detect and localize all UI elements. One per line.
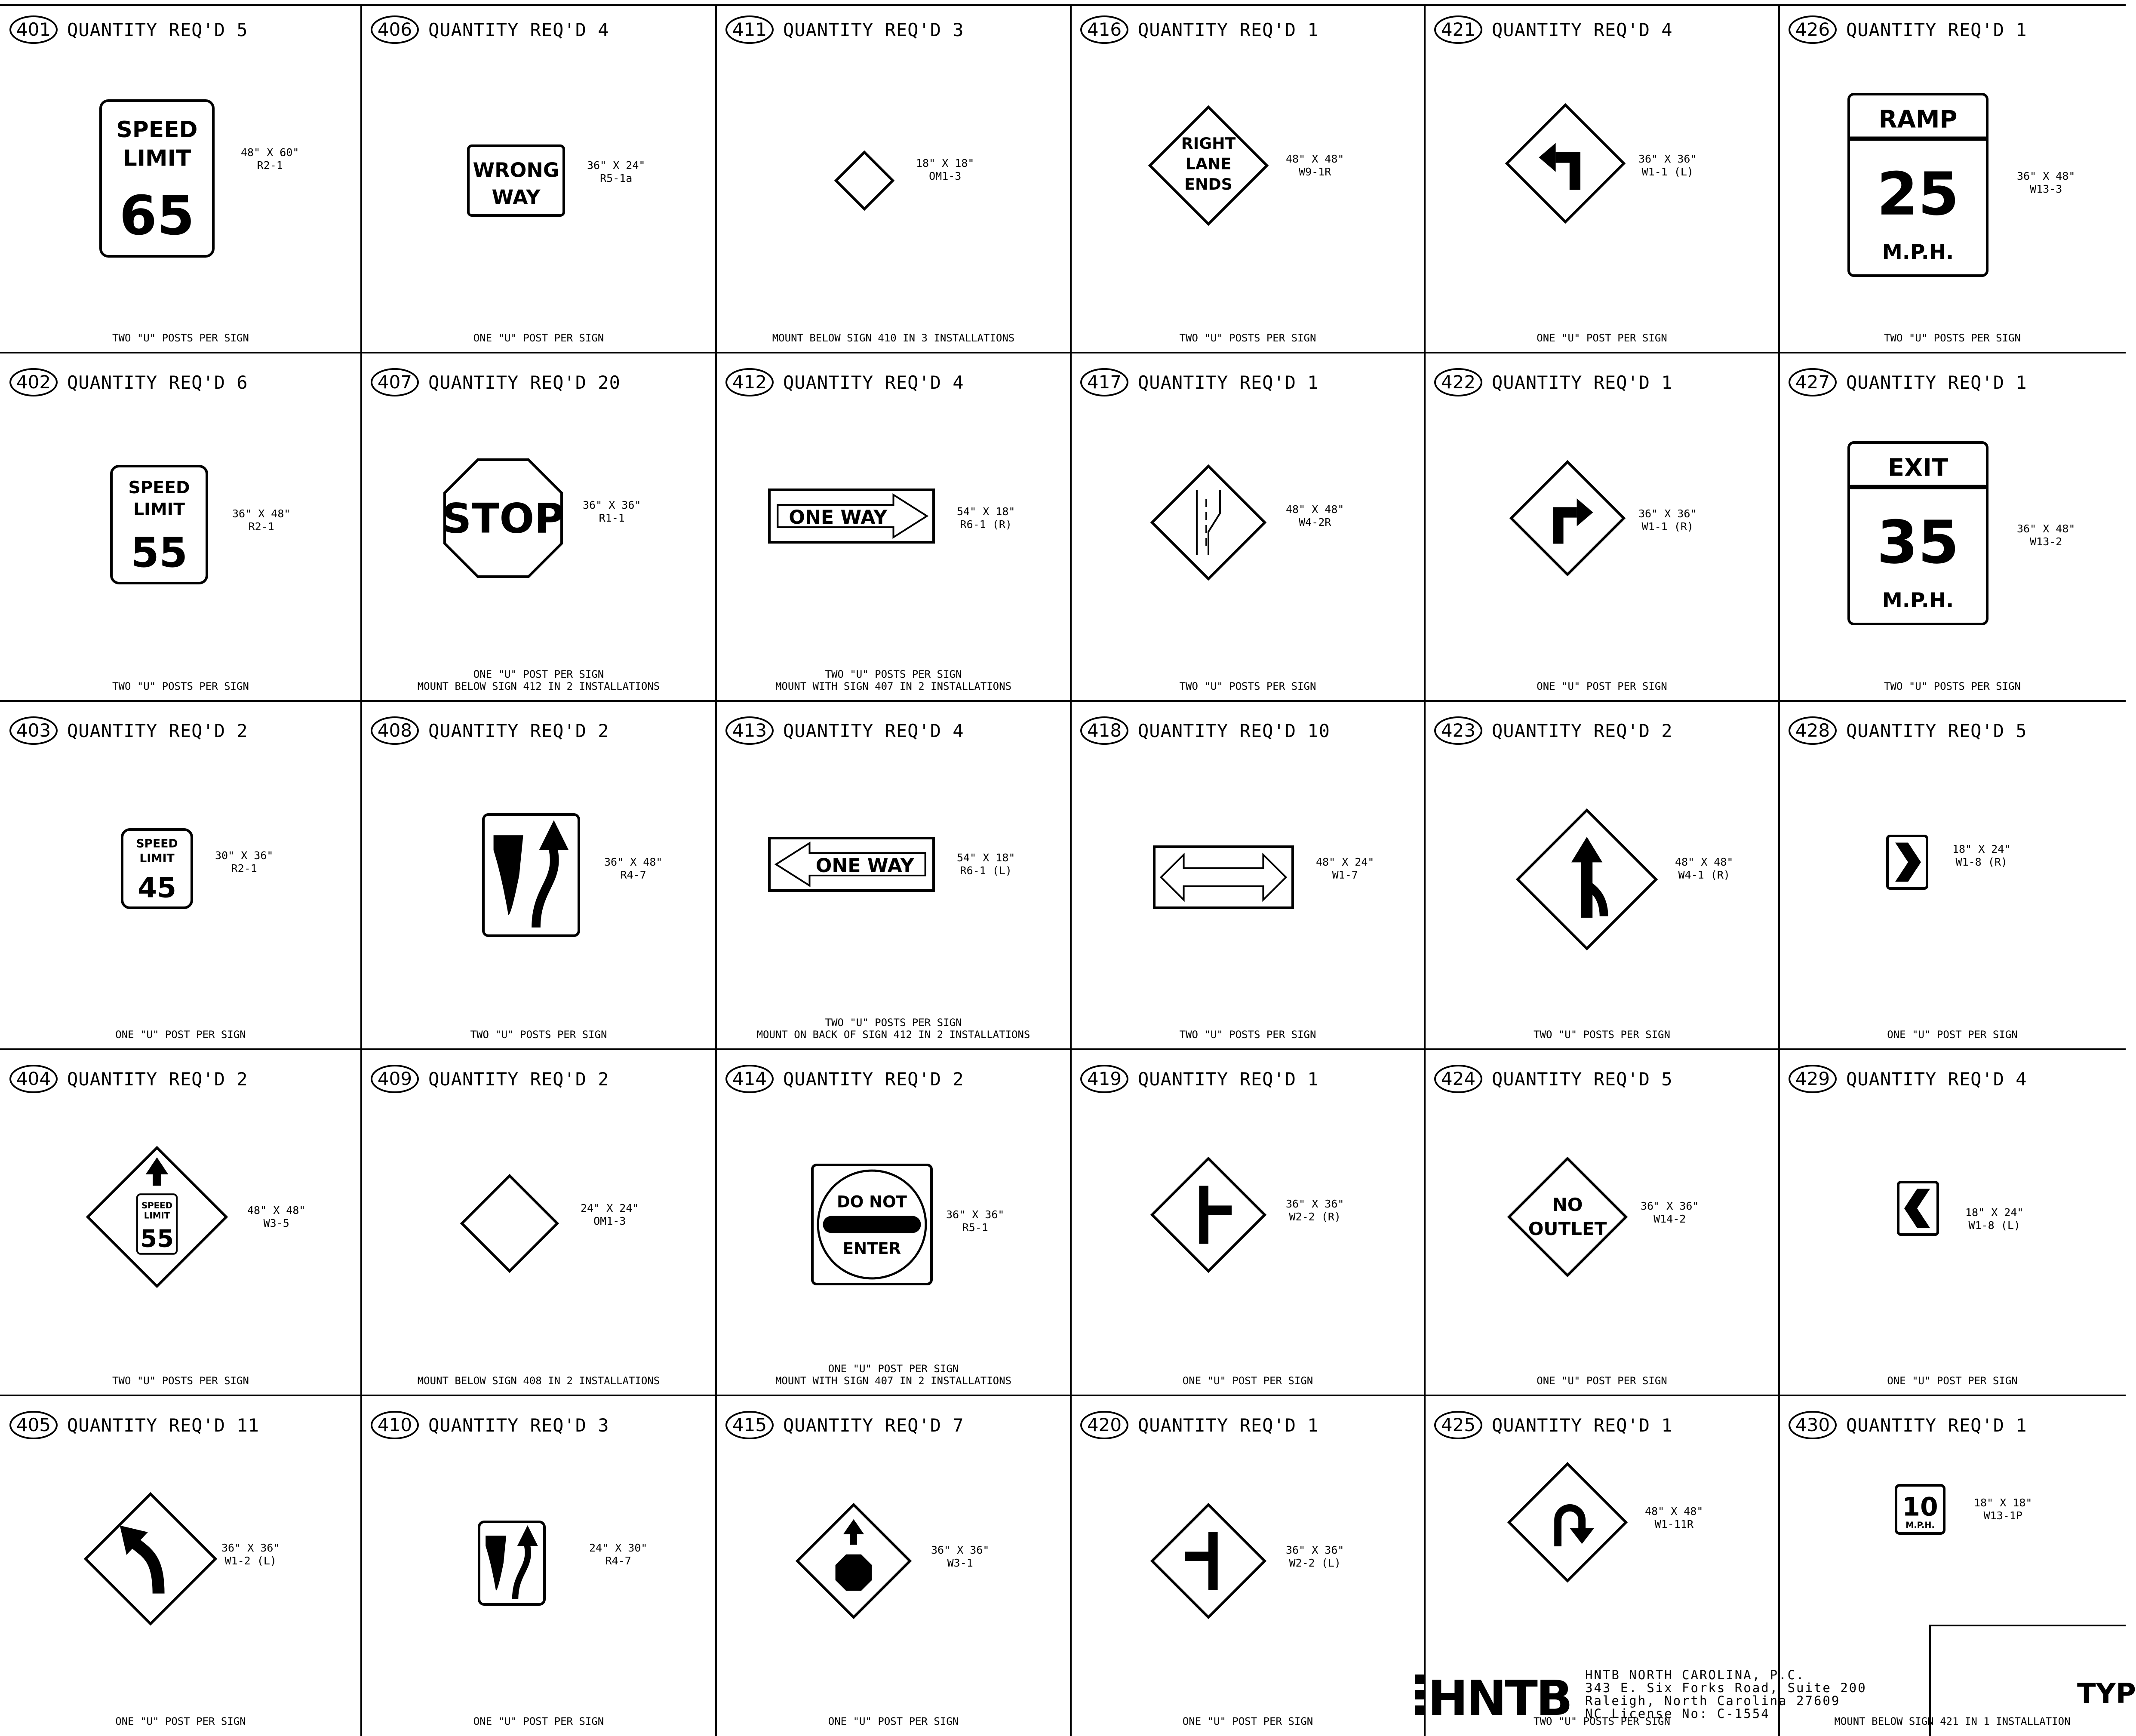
sign-panel [479,1522,544,1604]
mounting-note: ONE "U" POST PER SIGN [1537,680,1667,692]
sign-code: W1-8 (L) [1968,1219,2020,1232]
sign-code: W2-2 (R) [1289,1211,1341,1223]
quantity-label: QUANTITY REQ'D 1 [1138,1068,1319,1090]
mounting-note: MOUNT BELOW SIGN 421 IN 1 INSTALLATION [1834,1715,2071,1727]
sign-text-speed-value: 45 [138,872,176,904]
warning-diamond [1511,462,1624,575]
sign-graphic-marker-small [834,151,894,211]
sign-cell-429 [1779,1054,2126,1395]
sign-graphic-lane-ends [1148,105,1269,226]
sign-text-advisory-speed: 25 [1877,160,1959,229]
cell-header [1789,716,2027,746]
mounting-note: ONE "U" POST PER SIGN [1182,1715,1313,1727]
sign-graphic-marker [460,1174,559,1273]
cell-header [9,716,248,746]
cell-header [1080,15,1319,45]
quantity-label: QUANTITY REQ'D 2 [428,720,609,741]
sign-number: 413 [725,716,774,745]
quantity-label: QUANTITY REQ'D 1 [1846,372,2027,393]
quantity-label: QUANTITY REQ'D 7 [783,1414,964,1436]
sign-number: 408 [371,716,419,745]
quantity-label: QUANTITY REQ'D 10 [1138,720,1330,741]
sign-size: 48" X 48" [1675,856,1733,868]
sign-size: 36" X 24" [587,159,645,172]
sign-text-speed-value: 65 [119,184,195,247]
sign-code: R6-1 (L) [960,864,1012,877]
sign-spec [957,505,1015,531]
sign-code: OM1-3 [593,1215,626,1227]
mounting-note: TWO "U" POSTS PER SIGN [112,1375,249,1387]
sign-spec [215,849,273,875]
sign-graphic-chevron-left [1896,1180,1939,1236]
sign-number: 422 [1434,368,1482,396]
sign-text-speed-value: 10 [1902,1492,1938,1522]
sign-text-speed: SPEED [141,1201,173,1211]
mounting-note: ONE "U" POST PER SIGN [1537,1375,1667,1387]
do-not-enter-bar [823,1216,921,1233]
cell-header [725,15,964,45]
mounting-note: TWO "U" POSTS PER SIGN [1534,1715,1670,1727]
sign-graphic-chevron-right [1886,834,1929,890]
cell-header [725,716,964,746]
mounting-note: ONE "U" POST PER SIGN MOUNT WITH SIGN 407 IN 2 INSTALLATIONS [775,1363,1012,1387]
sign-graphic-turn-right [1509,460,1626,576]
sign-code: R4-7 [620,869,646,881]
sign-text-limit: LIMIT [144,1211,170,1221]
sign-size: 48" X 48" [247,1204,306,1217]
sign-code: W3-5 [263,1217,289,1229]
quantity-label: QUANTITY REQ'D 4 [783,720,964,741]
cell-header [1434,367,1673,397]
sign-size: 36" X 48" [2017,170,2075,182]
quantity-label: QUANTITY REQ'D 2 [1492,720,1673,741]
sign-code: W3-1 [947,1557,973,1569]
sign-text-no: NO [1552,1194,1583,1215]
mounting-note: ONE "U" POST PER SIGN [473,332,604,344]
sign-spec [221,1542,280,1567]
sign-spec [241,146,299,172]
sign-size: 36" X 36" [946,1208,1005,1221]
sign-text-advisory-speed: 35 [1877,508,1959,577]
sign-size: 36" X 48" [2017,522,2075,535]
sign-code: W14-2 [1653,1213,1686,1225]
hntb-logo [1415,1668,1578,1727]
sign-number: 420 [1080,1411,1128,1439]
sign-size: 54" X 18" [957,505,1015,518]
sign-graphic-keep-right-small [477,1520,546,1606]
quantity-label: QUANTITY REQ'D 5 [67,19,248,40]
sign-graphic-lane-reduction [1150,464,1266,581]
sign-graphic-speed [120,828,194,909]
sign-code: W1-11R [1654,1518,1693,1530]
warning-diamond [1509,1158,1626,1275]
cell-header [9,1410,259,1440]
sign-size: 36" X 36" [1641,1200,1699,1212]
sign-spec [1645,1505,1703,1531]
cell-header [725,367,964,397]
cell-header [1789,15,2027,45]
sign-graphic-do-not-enter [811,1163,933,1286]
mounting-note: TWO "U" POSTS PER SIGN [1179,332,1316,344]
sign-spec [581,1202,639,1228]
sign-text-limit: LIMIT [139,851,175,865]
mounting-note: ONE "U" POST PER SIGN [828,1715,959,1727]
side-road-icon [1185,1552,1208,1561]
mounting-note: ONE "U" POST PER SIGN [1887,1029,2018,1041]
sign-code: W2-2 (L) [1289,1557,1341,1569]
sign-panel [483,814,579,936]
sign-number: 409 [371,1065,419,1093]
sign-code: OM1-3 [929,170,962,182]
sign-text-route: RAMP [1878,105,1958,134]
mounting-note: ONE "U" POST PER SIGN [473,1715,604,1727]
sign-text-lane: LANE [1185,154,1232,173]
sign-spec [1952,843,2010,869]
sign-spec [1286,153,1344,178]
sign-code: R4-7 [605,1555,631,1567]
cell-header [1434,1064,1673,1094]
cell-header [371,1410,609,1440]
sign-number: 410 [371,1411,419,1439]
side-road-icon [1208,1205,1232,1215]
sign-spec [1286,1198,1344,1223]
sign-spec [1286,1544,1344,1570]
sign-number: 418 [1080,716,1128,745]
quantity-label: QUANTITY REQ'D 1 [1138,372,1319,393]
mounting-note: ONE "U" POST PER SIGN [115,1029,246,1041]
quantity-label: QUANTITY REQ'D 1 [1492,1414,1673,1436]
sign-spec [604,856,662,882]
quantity-label: QUANTITY REQ'D 3 [783,19,964,40]
sign-size: 48" X 60" [241,146,299,159]
sign-spec [1675,856,1733,882]
sign-graphic-wrong-way [467,144,566,217]
mounting-note: TWO "U" POSTS PER SIGN [1179,680,1316,692]
sign-number: 401 [9,15,58,44]
cell-header [1789,367,2027,397]
sign-number: 414 [725,1065,774,1093]
stop-octagon-icon [836,1555,872,1591]
quantity-label: QUANTITY REQ'D 5 [1492,1068,1673,1090]
sign-code: R2-1 [248,520,274,533]
quantity-label: QUANTITY REQ'D 2 [67,1068,248,1090]
sign-number: 421 [1434,15,1482,44]
address-line: NC License No: C-1554 [1585,1706,1770,1721]
sign-spec [589,1542,647,1567]
mounting-note: ONE "U" POST PER SIGN MOUNT BELOW SIGN 412 IN 2 INSTALLATIONS [417,668,660,692]
sign-number: 430 [1789,1411,1837,1439]
sign-number: 412 [725,368,774,396]
sign-size: 30" X 36" [215,849,274,862]
sign-size: 18" X 18" [1974,1496,2032,1509]
sign-text-speed: SPEED [136,837,178,851]
cell-header [371,716,609,746]
sign-number: 423 [1434,716,1482,745]
mounting-note: TWO "U" POSTS PER SIGN MOUNT ON BACK OF SIGN 412 IN 2 INSTALLATIONS [756,1017,1030,1041]
quantity-label: QUANTITY REQ'D 4 [428,19,609,40]
sign-text-outlet: OUTLET [1528,1218,1607,1239]
sign-size: 48" X 48" [1645,1505,1703,1518]
sign-spec [587,159,645,185]
sign-number: 425 [1434,1411,1482,1439]
sign-size: 36" X 36" [1286,1198,1344,1210]
sign-text-limit: LIMIT [123,145,191,172]
sign-code: W13-3 [2030,183,2062,195]
mounting-note: TWO "U" POSTS PER SIGN [470,1029,607,1041]
sign-size: 36" X 36" [583,499,641,511]
sign-spec [1316,856,1374,882]
sign-text-way: WAY [492,185,541,209]
cell-header [725,1410,964,1440]
sign-code: R5-1 [962,1221,988,1234]
warning-diamond [1507,105,1624,222]
sign-number: 405 [9,1411,58,1439]
warning-diamond [1152,466,1265,579]
sign-graphic-one-way-left [768,836,935,892]
mounting-note: ONE "U" POST PER SIGN [115,1715,246,1727]
quantity-label: QUANTITY REQ'D 1 [1138,19,1319,40]
sign-spec [1638,153,1697,178]
sign-graphic-curve-left [84,1492,217,1625]
sign-text-mph: M.P.H. [1882,589,1954,612]
cell-header [1080,367,1319,397]
sign-size: 48" X 48" [1286,153,1344,165]
sign-size: 36" X 48" [232,507,291,520]
mounting-note: TWO "U" POSTS PER SIGN [1179,1029,1316,1041]
cell-header [1434,716,1673,746]
sign-size: 18" X 18" [916,157,974,169]
sign-size: 24" X 24" [581,1202,639,1214]
sign-graphic-merge [1516,808,1658,950]
sign-text-right: RIGHT [1181,134,1236,153]
sign-size: 24" X 30" [589,1542,648,1554]
cell-header [371,367,621,397]
sign-number: 415 [725,1411,774,1439]
quantity-label: QUANTITY REQ'D 4 [1492,19,1673,40]
sign-size: 36" X 36" [221,1542,280,1554]
sign-spec [232,507,290,533]
sign-spec [247,1204,305,1230]
sign-number: 419 [1080,1065,1128,1093]
sign-size: 48" X 48" [1286,503,1344,516]
sign-number: 406 [371,15,419,44]
mounting-note: MOUNT BELOW SIGN 408 IN 2 INSTALLATIONS [417,1375,660,1387]
sign-code: R5-1a [600,172,633,184]
sign-spec [1965,1206,2023,1232]
sign-graphic-keep-right [482,813,581,937]
quantity-label: QUANTITY REQ'D 2 [67,720,248,741]
sign-spec [916,157,974,183]
sign-text-speed: SPEED [116,117,198,143]
sign-number: 428 [1789,716,1837,745]
quantity-label: QUANTITY REQ'D 4 [783,372,964,393]
sign-text-mph: M.P.H. [1882,240,1954,264]
cell-header [1080,716,1330,746]
quantity-label: QUANTITY REQ'D 2 [428,1068,609,1090]
sign-text-speed-value: 55 [140,1225,174,1253]
mounting-note: MOUNT BELOW SIGN 410 IN 3 INSTALLATIONS [772,332,1015,344]
sign-code: W13-2 [2030,535,2062,548]
main-road-icon [1208,1532,1218,1590]
sign-size: 36" X 48" [604,856,663,868]
mounting-note: ONE "U" POST PER SIGN [1182,1375,1313,1387]
sign-size: 18" X 24" [1952,843,2011,855]
sign-code: W4-2R [1299,516,1331,528]
sign-code: W1-1 (R) [1641,520,1693,533]
sign-graphic-reduced-speed [86,1146,228,1288]
sign-graphic-plaque [1894,1484,1946,1535]
quantity-label: QUANTITY REQ'D 6 [67,372,248,393]
sign-spec [1638,507,1697,533]
mounting-note: TWO "U" POSTS PER SIGN [112,680,249,692]
object-marker-diamond [836,152,893,209]
cell-header [1434,15,1673,45]
sign-spec [2017,170,2075,196]
sign-number: 402 [9,368,58,396]
sign-graphic-advisory [1847,441,1989,626]
sign-number: 411 [725,15,774,44]
sign-number: 424 [1434,1065,1482,1093]
sign-code: W13-1P [1983,1509,2022,1522]
sign-spec [583,499,641,525]
cell-header [371,1064,609,1094]
sign-number: 407 [371,368,419,396]
sign-code: R2-1 [231,862,257,875]
cell-header [1080,1064,1319,1094]
quantity-label: QUANTITY REQ'D 5 [1846,720,2027,741]
sign-code: R1-1 [599,512,625,524]
main-road-icon [1199,1186,1208,1244]
mounting-note: ONE "U" POST PER SIGN [1537,332,1667,344]
address-line: HNTB NORTH CAROLINA, P.C. [1585,1668,1805,1682]
sign-text-limit: LIMIT [133,500,185,519]
quantity-label: QUANTITY REQ'D 3 [428,1414,609,1436]
cell-header [9,1064,248,1094]
cell-header [9,15,248,45]
cell-header [725,1064,964,1094]
sign-text-wrong: WRONG [473,158,559,182]
sign-graphic-one-way-right [768,488,935,544]
sign-code: R2-1 [257,159,283,172]
sign-graphic-double-arrow [1153,845,1294,909]
quantity-label: QUANTITY REQ'D 1 [1846,1414,2027,1436]
mounting-note: TWO "U" POSTS PER SIGN MOUNT WITH SIGN 407 IN 2 INSTALLATIONS [775,668,1012,692]
sign-graphic-advisory [1847,92,1989,277]
cell-header [1789,1064,2027,1094]
quantity-label: QUANTITY REQ'D 1 [1492,372,1673,393]
sign-number: 416 [1080,15,1128,44]
object-marker-diamond [462,1176,557,1271]
sign-size: 18" X 24" [1965,1206,2024,1219]
sign-spec [1641,1200,1699,1226]
quantity-label: QUANTITY REQ'D 1 [1138,1414,1319,1436]
sign-text-speed-value: 55 [130,529,188,577]
sign-number: 426 [1789,15,1837,44]
sign-spec [931,1544,989,1570]
sign-text-one-way: ONE WAY [815,855,914,877]
sign-spec [957,851,1015,877]
sign-spec [2017,522,2075,548]
firm-address [1585,1668,1867,1720]
sign-size: 36" X 36" [1638,153,1697,165]
sign-code: W1-1 (L) [1641,166,1693,178]
mounting-note: TWO "U" POSTS PER SIGN [1884,332,2021,344]
cell-header [1434,1410,1673,1440]
sign-code: W1-2 (L) [224,1555,277,1567]
sign-graphic-speed [110,464,209,585]
sign-size: 48" X 24" [1316,856,1374,868]
sign-text-enter: ENTER [842,1239,901,1258]
sign-graphic-speed [99,99,215,258]
sign-text-route: EXIT [1887,454,1949,482]
cell-header [1080,1410,1319,1440]
quantity-label: QUANTITY REQ'D 4 [1846,1068,2027,1090]
sign-size: 54" X 18" [957,851,1015,864]
sign-code: W1-7 [1332,869,1358,881]
title-block [1929,1625,2136,1736]
sign-spec [1286,503,1344,529]
sign-graphic-stop [443,458,563,578]
sign-text-do-not: DO NOT [837,1192,907,1211]
address-line: Raleigh, North Carolina 27609 [1585,1693,1841,1708]
hntb-logo-text: HNTB [1428,1671,1571,1727]
sign-spec [946,1208,1004,1234]
sign-code: W1-8 (R) [1955,856,2007,868]
sign-cell-428 [1779,706,2126,1049]
sign-text-speed: SPEED [128,478,190,498]
mounting-note: ONE "U" POST PER SIGN [1887,1375,2018,1387]
sign-code: R6-1 (R) [960,518,1012,531]
sign-number: 427 [1789,368,1837,396]
sign-size: 36" X 36" [931,1544,990,1556]
mounting-note: TWO "U" POSTS PER SIGN [112,332,249,344]
sign-graphic-turn-left [1505,103,1626,224]
sign-graphic-side-road-left [1150,1503,1266,1619]
sign-number: 403 [9,716,58,745]
quantity-label: QUANTITY REQ'D 1 [1846,19,2027,40]
cell-header [371,15,609,45]
sign-graphic-no-outlet [1507,1157,1628,1277]
sign-spec [1974,1496,2032,1522]
sign-text-stop: STOP [442,495,565,543]
sign-size: 36" X 36" [1286,1544,1344,1556]
sign-graphic-side-road-right [1150,1157,1266,1273]
sign-number: 429 [1789,1065,1837,1093]
cell-header [9,367,248,397]
mounting-note: TWO "U" POSTS PER SIGN [1534,1029,1670,1041]
warning-diamond [1509,1464,1626,1581]
sign-number: 417 [1080,368,1128,396]
sheet-title: TYP [2077,1678,2136,1710]
mounting-note: TWO "U" POSTS PER SIGN [1884,680,2021,692]
quantity-label: QUANTITY REQ'D 11 [67,1414,259,1436]
cell-header [1789,1410,2027,1440]
sign-graphic-stop-ahead [796,1503,912,1619]
sign-text-mph: M.P.H. [1905,1520,1935,1530]
sign-text-ends: ENDS [1184,175,1232,194]
quantity-label: QUANTITY REQ'D 20 [428,372,621,393]
sign-graphic-hairpin [1507,1462,1628,1582]
quantity-label: QUANTITY REQ'D 2 [783,1068,964,1090]
sign-number: 404 [9,1065,58,1093]
sign-size: 36" X 36" [1638,507,1697,520]
sign-text-one-way: ONE WAY [789,507,888,529]
address-line: 343 E. Six Forks Road, Suite 200 [1585,1681,1867,1695]
sign-code: W4-1 (R) [1678,869,1730,881]
sign-code: W9-1R [1299,166,1331,178]
